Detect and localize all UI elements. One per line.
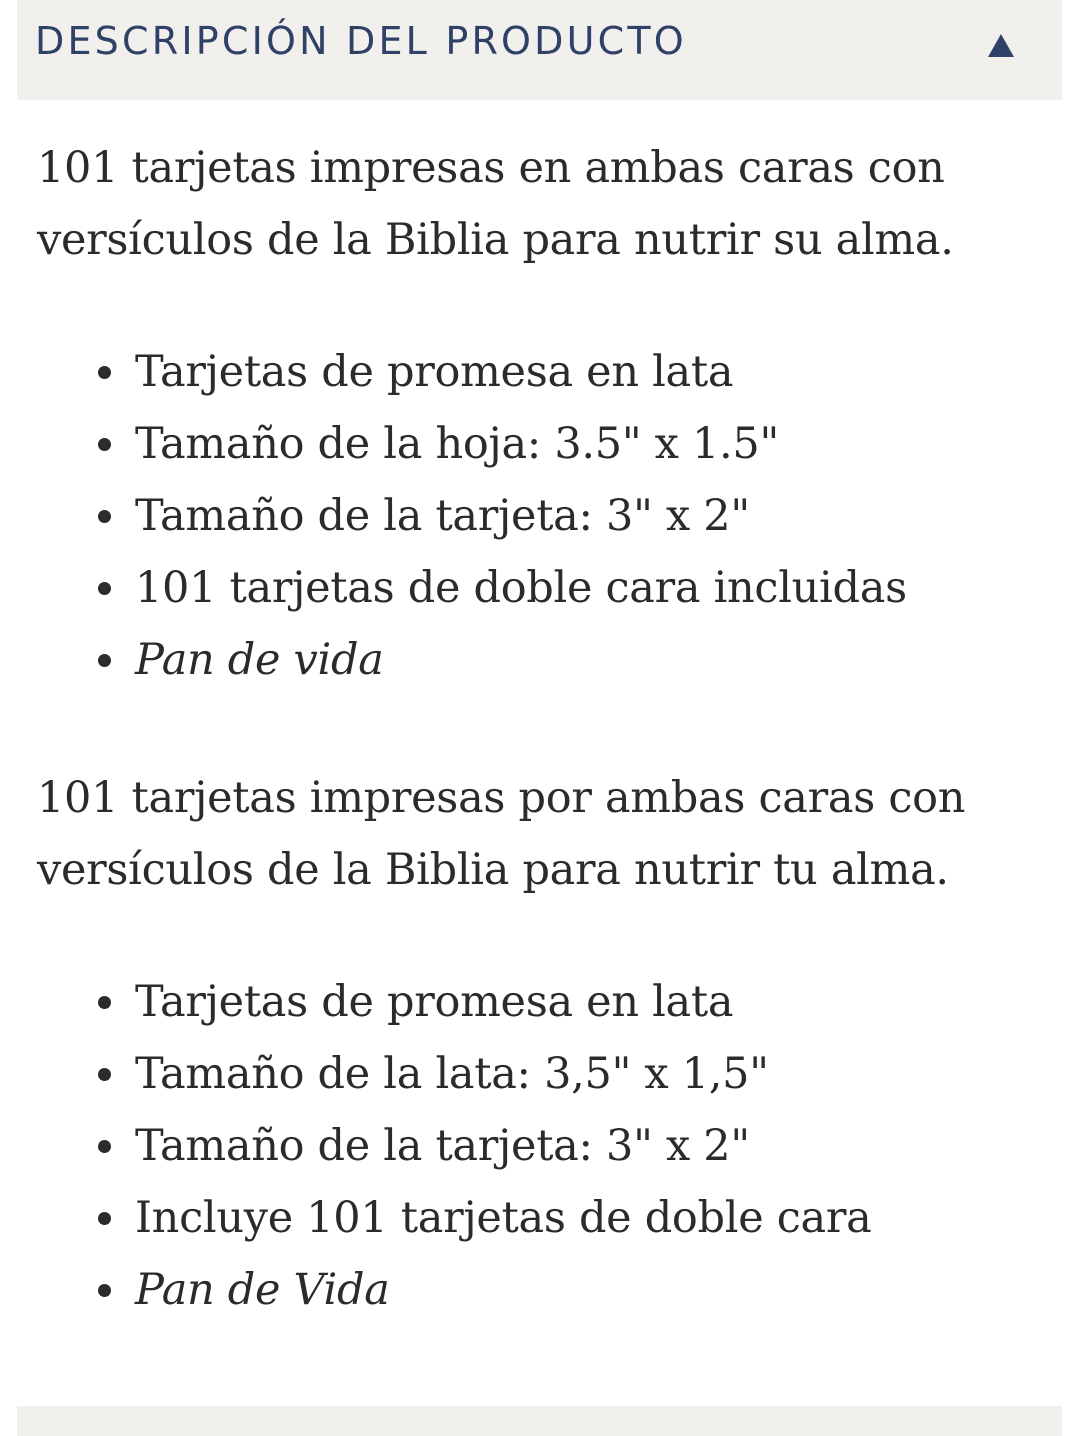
- list-item: Tamaño de la tarjeta: 3" x 2": [37, 480, 1047, 552]
- bullet-icon: [98, 438, 111, 451]
- bullet-icon: [98, 1068, 111, 1081]
- bullet-icon: [98, 366, 111, 379]
- next-accordion-header[interactable]: [17, 1406, 1062, 1436]
- list-item: Pan de Vida: [37, 1254, 1047, 1326]
- bullet-icon: [98, 582, 111, 595]
- bullet-icon: [98, 996, 111, 1009]
- list-item: Tamaño de la hoja: 3.5" x 1.5": [37, 408, 1047, 480]
- list-item: Tamaño de la tarjeta: 3" x 2": [37, 1110, 1047, 1182]
- bullet-icon: [98, 654, 111, 667]
- description-paragraph: 101 tarjetas impresas en ambas caras con versículos de la Biblia para nutrir su alma.: [37, 143, 954, 265]
- feature-list: [37, 966, 1047, 1326]
- bullet-icon: [98, 1212, 111, 1225]
- list-item: Tamaño de la lata: 3,5" x 1,5": [37, 1038, 1047, 1110]
- list-item: Tarjetas de promesa en lata: [37, 336, 1047, 408]
- list-item: Tarjetas de promesa en lata: [37, 966, 1047, 1038]
- bullet-icon: [98, 1284, 111, 1297]
- product-description-content: [37, 132, 1047, 1392]
- bullet-icon: [98, 1140, 111, 1153]
- product-description-accordion-header[interactable]: [17, 0, 1062, 100]
- bullet-icon: [98, 510, 111, 523]
- list-item: 101 tarjetas de doble cara incluidas: [37, 552, 1047, 624]
- list-item: Incluye 101 tarjetas de doble cara: [37, 1182, 1047, 1254]
- triangle-up-icon[interactable]: [988, 34, 1014, 57]
- description-paragraph: 101 tarjetas impresas por ambas caras con versículos de la Biblia para nutrir tu alma.: [37, 773, 966, 895]
- list-item: Pan de vida: [37, 624, 1047, 696]
- feature-list: [37, 336, 1047, 696]
- accordion-title: DESCRIPCIÓN DEL PRODUCTO: [35, 19, 687, 63]
